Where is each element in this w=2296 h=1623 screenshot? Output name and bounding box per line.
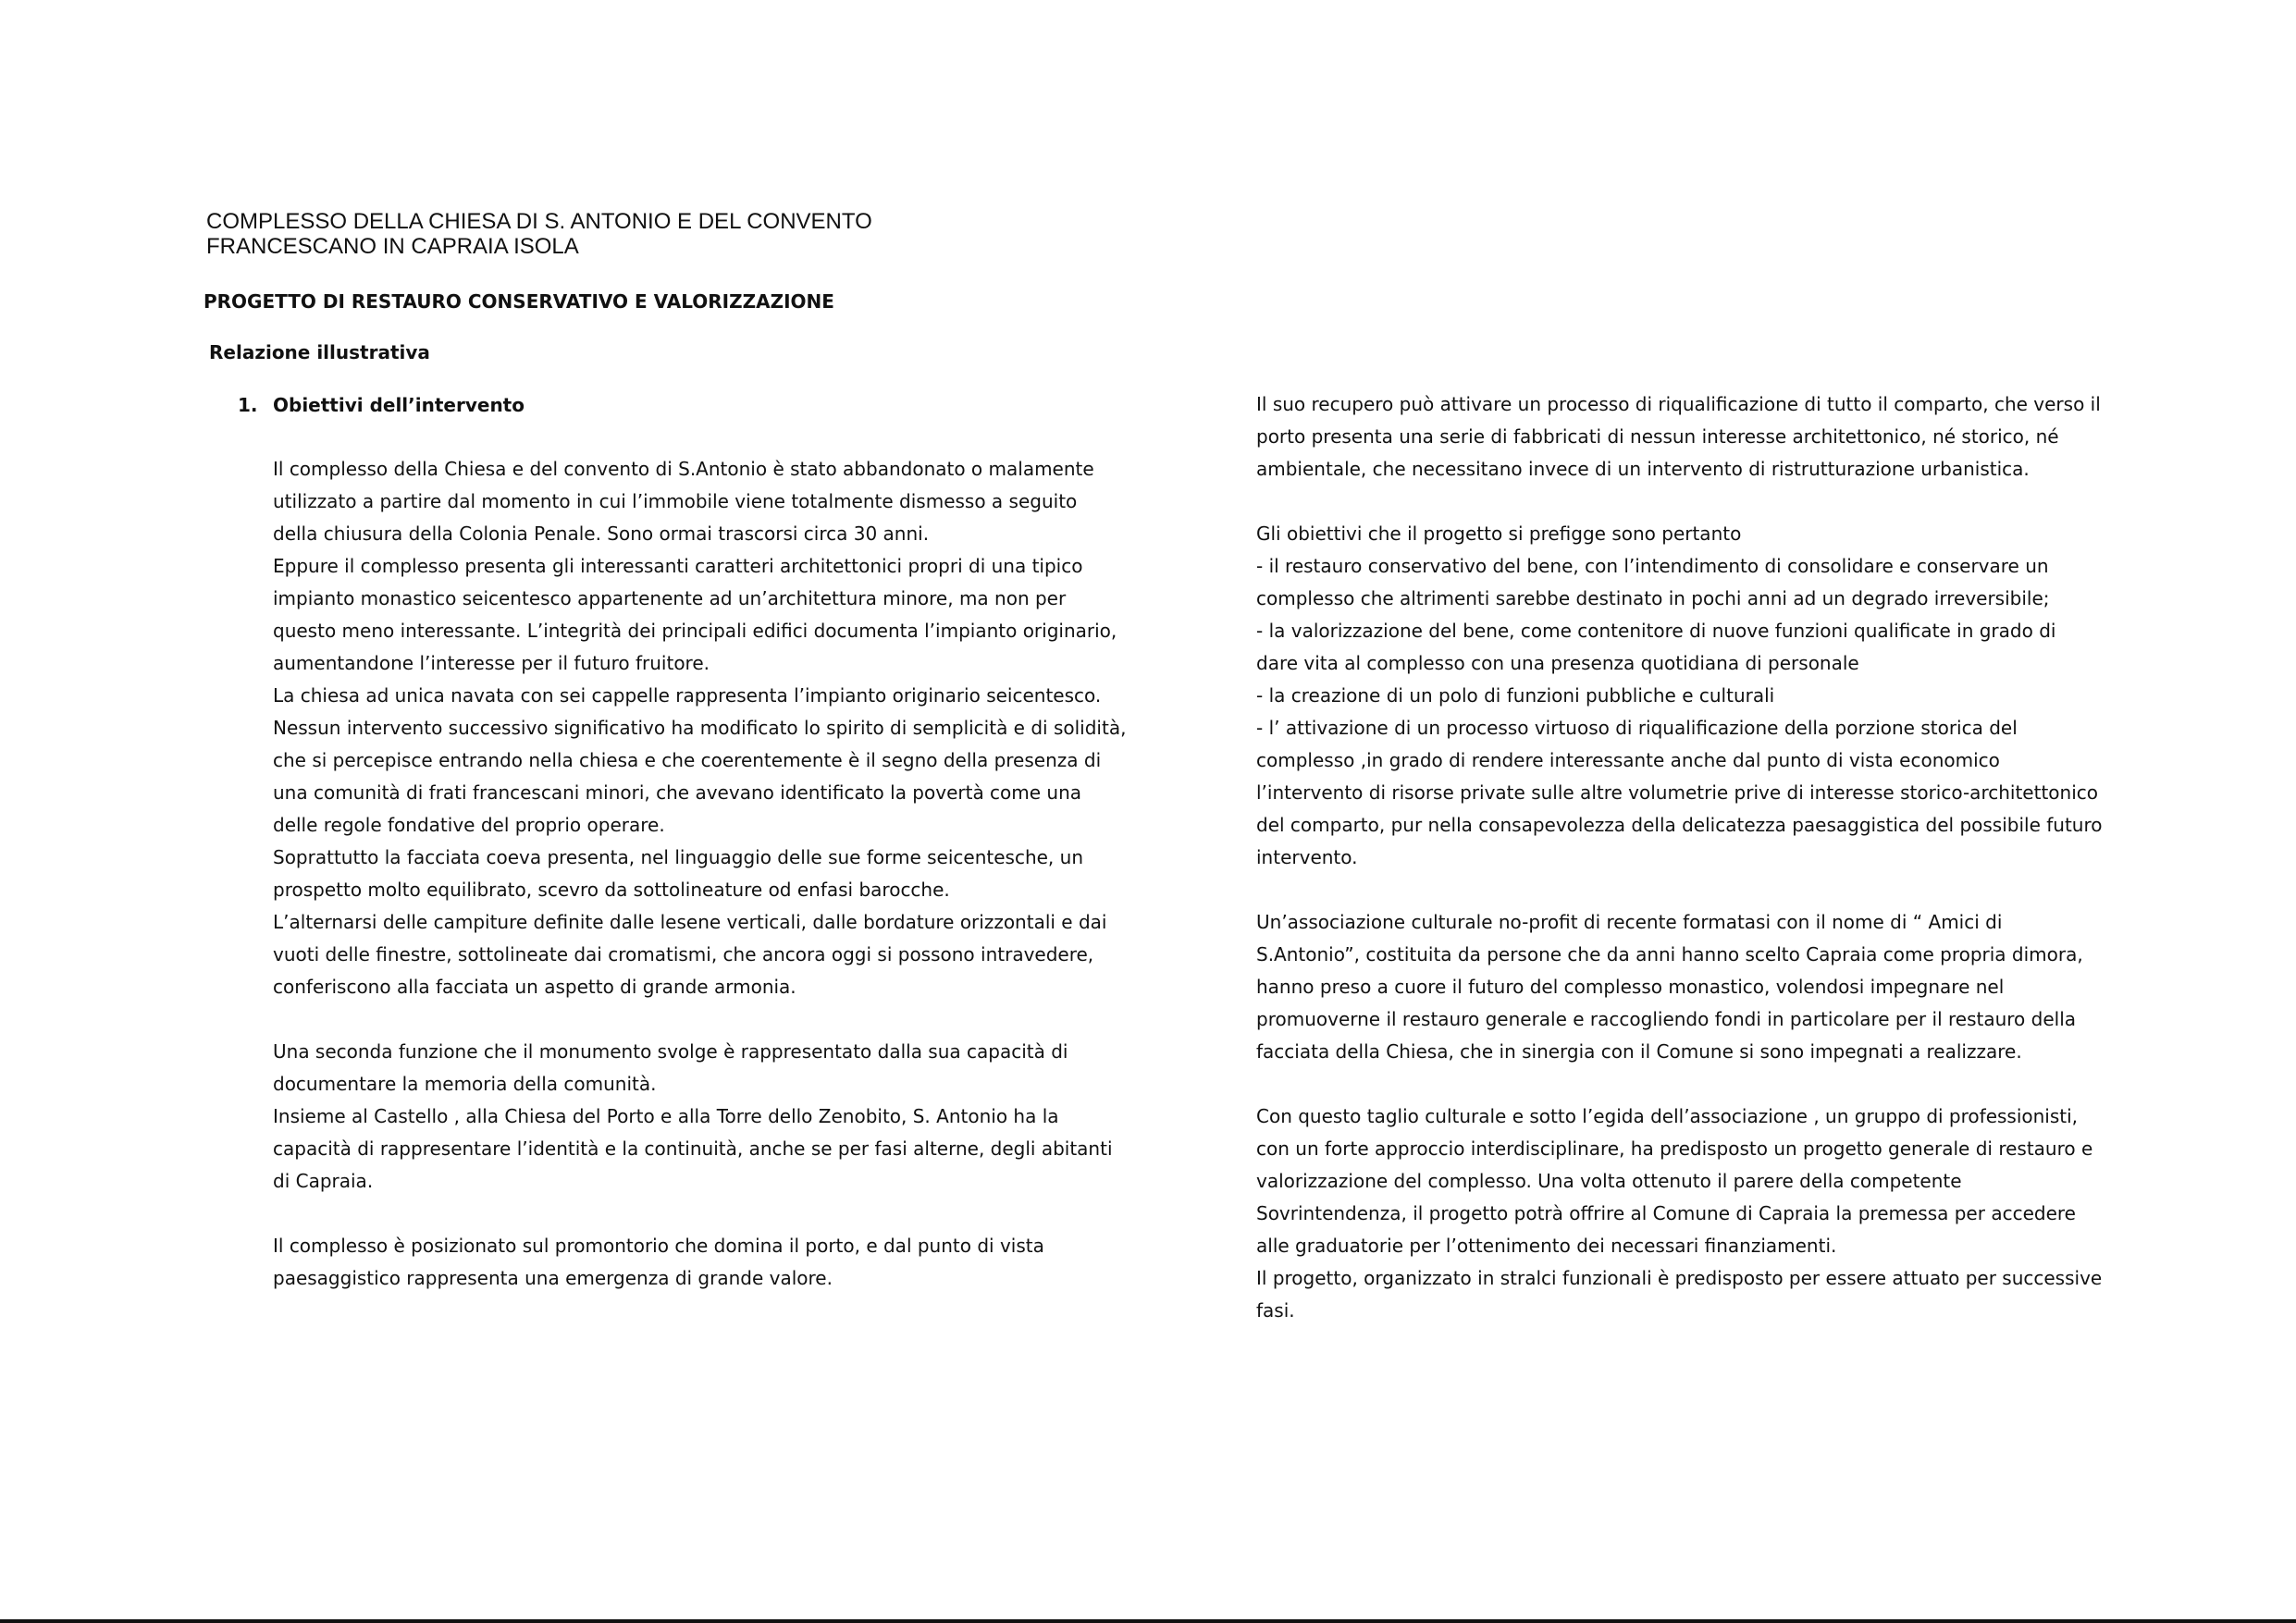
text-line: alle graduatorie per l’ottenimento dei necessari finanziamenti. [1256,1235,1837,1257]
document-title [206,209,872,259]
text-line: Sovrintendenza, il progetto potrà offrire al Comune di Capraia la premessa per accedere [1256,1202,2076,1224]
text-line: l’intervento di risorse private sulle altre volumetrie prive di interesse storico-architettonico [1256,781,2098,804]
text-line: promuoverne il restauro generale e raccogliendo fondi in particolare per il restauro della [1256,1008,2077,1030]
text-line: utilizzato a partire dal momento in cui l’immobile viene totalmente dismesso a seguito [273,490,1078,512]
text-line: dare vita al complesso con una presenza quotidiana di personale [1256,652,1859,674]
text-line: del comparto, pur nella consapevolezza della delicatezza paesaggistica del possibile futuro [1256,814,2103,836]
text-line: questo meno interessante. L’integrità dei principali edifici documenta l’impianto originario, [273,620,1117,642]
paragraph-spacer [1256,874,2103,906]
text-line: La chiesa ad unica navata con sei cappelle rappresenta l’impianto originario seicentesco. [273,684,1102,707]
text-line: documentare la memoria della comunità. [273,1073,657,1095]
text-line: Con questo taglio culturale e sotto l’egida dell’associazione , un gruppo di professionisti, [1256,1105,2079,1127]
paragraph-spacer [273,1198,1126,1230]
text-line: - la creazione di un polo di funzioni pubbliche e culturali [1256,684,1775,707]
section-heading [238,392,525,418]
text-line: aumentandone l’interesse per il futuro fruitore. [273,652,710,674]
text-line: capacità di rappresentare l’identità e la continuità, anche se per fasi alterne, degli abitanti [273,1137,1113,1160]
left-text-column [273,453,1126,1295]
section-label: Obiettivi dell’intervento [273,394,525,416]
text-line: fasi. [1256,1299,1295,1322]
text-line: Soprattutto la facciata coeva presenta, nel linguaggio delle sue forme seicentesche, un [273,846,1083,868]
text-line: S.Antonio”, costituita da persone che da anni hanno scelto Capraia come propria dimora, [1256,943,2083,965]
document-title-line-1: COMPLESSO DELLA CHIESA DI S. ANTONIO E DEL CONVENTO [206,209,872,234]
text-line: intervento. [1256,846,1358,868]
text-line: Eppure il complesso presenta gli interessanti caratteri architettonici propri di una tipico [273,555,1083,577]
text-line: che si percepisce entrando nella chiesa e che coerentemente è il segno della presenza di [273,749,1102,771]
text-line: della chiusura della Colonia Penale. Sono ormai trascorsi circa 30 anni. [273,523,930,545]
text-line: prospetto molto equilibrato, scevro da sottolineature od enfasi barocche. [273,879,950,901]
text-line: complesso ,in grado di rendere interessante anche dal punto di vista economico [1256,749,2000,771]
project-subtitle: PROGETTO DI RESTAURO CONSERVATIVO E VALORIZZAZIONE [204,290,834,313]
text-line: Insieme al Castello , alla Chiesa del Porto e alla Torre dello Zenobito, S. Antonio ha la [273,1105,1059,1127]
document-title-line-2: FRANCESCANO IN CAPRAIA ISOLA [206,234,579,259]
text-line: hanno preso a cuore il futuro del complesso monastico, volendosi impegnare nel [1256,976,2005,998]
text-line: Il suo recupero può attivare un processo di riqualificazione di tutto il comparto, che verso il [1256,393,2101,415]
text-line: impianto monastico seicentesco appartenente ad un’architettura minore, ma non per [273,587,1067,609]
text-line: paesaggistico rappresenta una emergenza di grande valore. [273,1267,833,1289]
text-line: Gli obiettivi che il progetto si prefigge sono pertanto [1256,523,1742,545]
text-line: Il complesso è posizionato sul promontorio che domina il porto, e dal punto di vista [273,1235,1044,1257]
report-heading: Relazione illustrativa [209,341,430,363]
text-line: conferiscono alla facciata un aspetto di grande armonia. [273,976,796,998]
text-line: - il restauro conservativo del bene, con l’intendimento di consolidare e conservare un [1256,555,2049,577]
text-line: - la valorizzazione del bene, come contenitore di nuove funzioni qualificate in grado di [1256,620,2056,642]
page-bottom-border [0,1619,2296,1623]
text-line: Il progetto, organizzato in stralci funzionali è predisposto per essere attuato per successive [1256,1267,2103,1289]
text-line: una comunità di frati francescani minori, che avevano identificato la povertà come una [273,781,1082,804]
text-line: L’alternarsi delle campiture definite dalle lesene verticali, dalle bordature orizzontali e dai [273,911,1107,933]
text-line: Il complesso della Chiesa e del convento di S.Antonio è stato abbandonato o malamente [273,458,1094,480]
text-line: complesso che altrimenti sarebbe destinato in pochi anni ad un degrado irreversibile; [1256,587,2050,609]
text-line: vuoti delle finestre, sottolineate dai cromatismi, che ancora oggi si possono intravedere, [273,943,1094,965]
text-line: valorizzazione del complesso. Una volta ottenuto il parere della competente [1256,1170,1962,1192]
section-number: 1. [238,394,258,416]
paragraph-spacer [1256,486,2103,518]
text-line: Nessun intervento successivo significativo ha modificato lo spirito di semplicità e di solidità, [273,717,1127,739]
text-line: ambientale, che necessitano invece di un intervento di ristrutturazione urbanistica. [1256,458,2030,480]
text-line: Un’associazione culturale no-profit di recente formatasi con il nome di “ Amici di [1256,911,2003,933]
text-line: facciata della Chiesa, che in sinergia con il Comune si sono impegnati a realizzare. [1256,1040,2022,1063]
text-line: di Capraia. [273,1170,374,1192]
paragraph-spacer [273,1003,1126,1036]
text-line: porto presenta una serie di fabbricati di nessun interesse architettonico, né storico, né [1256,425,2059,448]
text-line: delle regole fondative del proprio operare. [273,814,665,836]
right-text-column [1256,388,2103,1327]
paragraph-spacer [1256,1068,2103,1100]
text-line: - l’ attivazione di un processo virtuoso di riqualificazione della porzione storica del [1256,717,2018,739]
text-line: con un forte approccio interdisciplinare, ha predisposto un progetto generale di restauro e [1256,1137,2093,1160]
text-line: Una seconda funzione che il monumento svolge è rappresentato dalla sua capacità di [273,1040,1068,1063]
